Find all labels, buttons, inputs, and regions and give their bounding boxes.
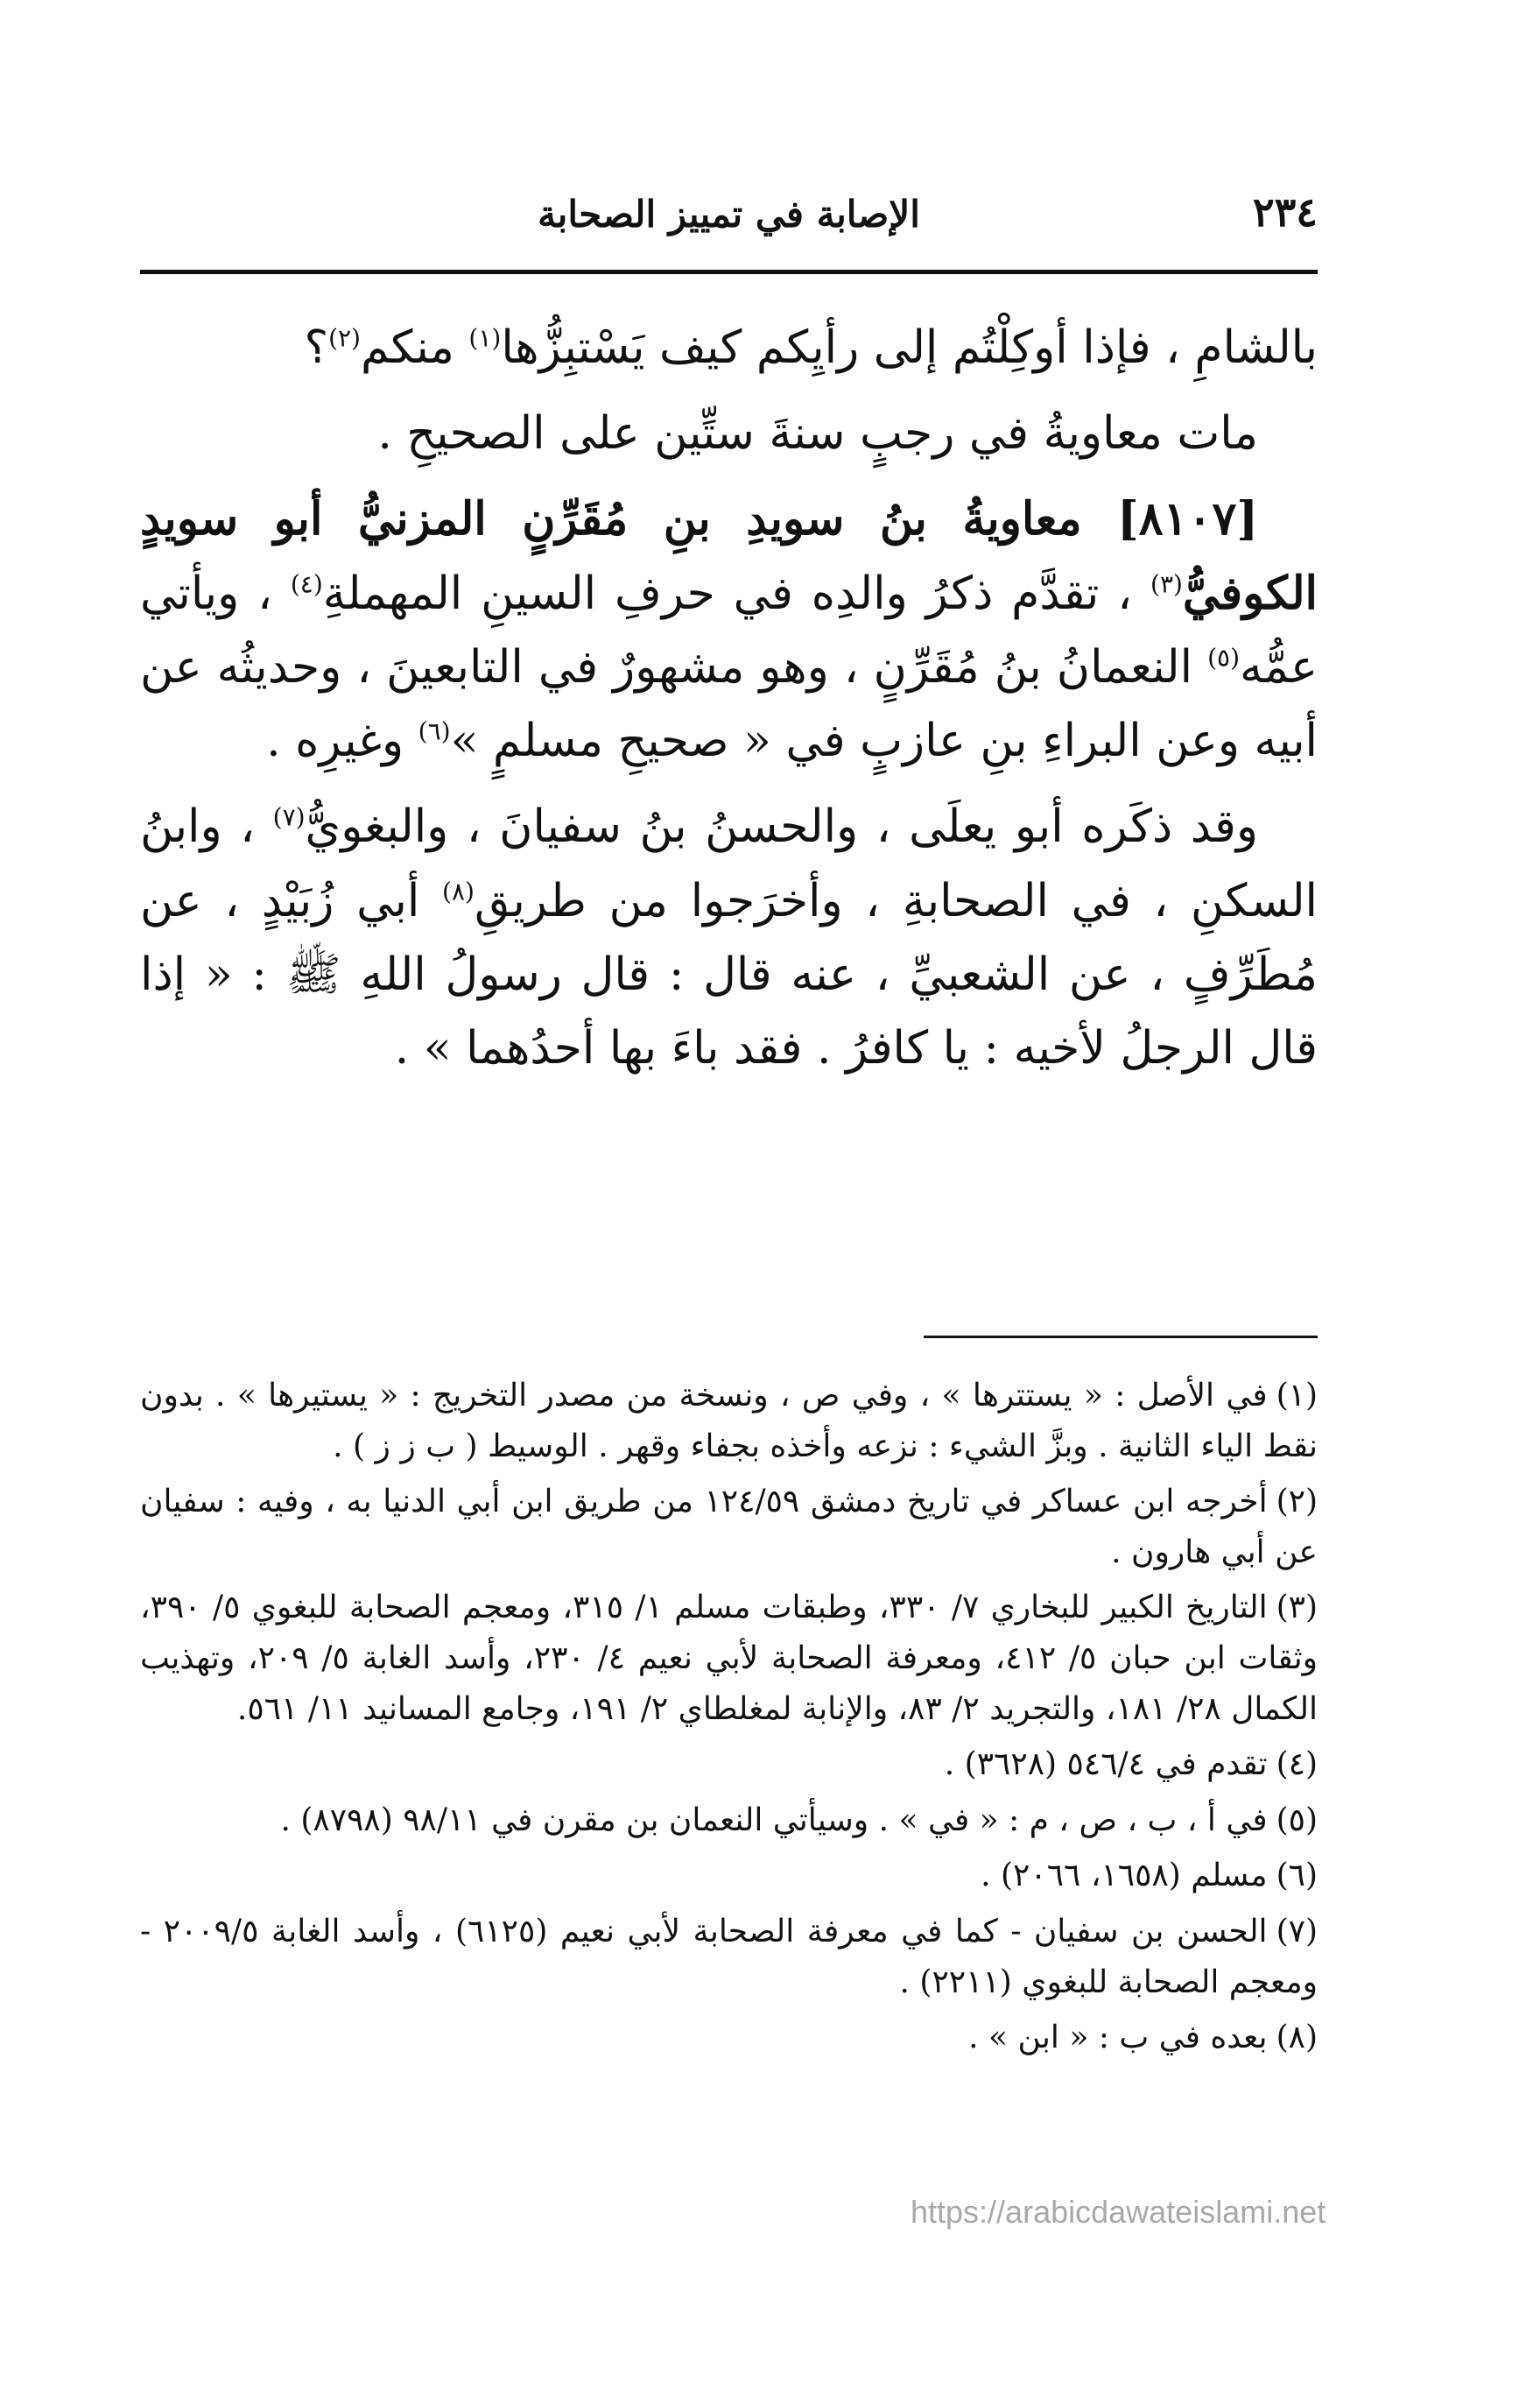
footnote-ref[interactable]: (٦) xyxy=(418,716,451,746)
footnote xyxy=(140,1371,1318,1471)
footnote xyxy=(140,1907,1318,2007)
page-number: ٢٣٤ xyxy=(1252,188,1318,236)
footnote-number: (٤) xyxy=(1276,1746,1318,1783)
footnote-text: في أ ، ب ، ص ، م : « في » . وسيأتي النعمان بن مقرن في ٩٨/١١ (٨٧٩٨) . xyxy=(280,1801,1268,1838)
paragraph-2: مات معاويةُ في رجبٍ سنةَ ستِّين على الصحيحِ . xyxy=(377,407,1258,461)
footnote-number: (٧) xyxy=(1276,1913,1318,1949)
footnote-number: (٢) xyxy=(1276,1484,1318,1520)
footnote-text: في الأصل : « يستترها » ، وفي ص ، ونسخة من مصدر التخريج : « يستيرها » . بدون نقط الياء الثانية . وبزَّ الشيء : نزعه وأخذه بجفاء وقهر . الوسيط ( ب ز ز ) . xyxy=(140,1378,1318,1464)
footnote-number: (١) xyxy=(1276,1378,1318,1414)
footnotes xyxy=(140,1371,1318,2069)
body-text xyxy=(140,311,1318,1097)
footnote-number: (٣) xyxy=(1276,1590,1318,1626)
footnote-rule xyxy=(924,1336,1318,1338)
footnote-text: الحسن بن سفيان - كما في معرفة الصحابة لأبي نعيم (٦١٢٥) ، وأسد الغابة ٢٠٠٩/٥ - ومعجم الصحابة للبغوي (٢٢١١) . xyxy=(140,1913,1318,2000)
footnote-text: التاريخ الكبير للبخاري ٧/ ٣٣٠، وطبقات مسلم ١/ ٣١٥، ومعجم الصحابة للبغوي ٥/ ٣٩٠، وثقات ابن حبان ٥/ ٤١٢، ومعرفة الصحابة لأبي نعيم ٤/ ٢٣٠، وأسد الغابة ٥/ ٢٠٩، وتهذيب الكمال ٢٨/ ١٨١، والتجريد ٢/ ٨٣، والإنابة لمغلطاي ٢/ ١٩١، وجامع المسانيد ١١/ ٥٦١. xyxy=(140,1590,1318,1727)
footnote-number: (٦) xyxy=(1276,1858,1318,1894)
footnote-number: (٨) xyxy=(1276,2020,1318,2056)
footnote-text: تقدم في ٥٤٦/٤ (٣٦٢٨) . xyxy=(944,1746,1268,1783)
footnote xyxy=(140,1851,1318,1901)
header-rule xyxy=(140,270,1318,274)
running-header xyxy=(140,188,1318,250)
footnote xyxy=(140,1795,1318,1846)
watermark-url: https://arabicdawateislami.net xyxy=(911,2194,1326,2230)
footnote xyxy=(140,1477,1318,1577)
footnote xyxy=(140,1739,1318,1790)
footnote-ref[interactable]: (١) xyxy=(468,323,502,353)
paragraph-4: وقد ذكَره أبو يعلَى ، والحسنُ بنُ سفيانَ ، والبغويُّ$^{(٧)}$ ، وابنُ السكنِ ، في الصحابةِ ، وأخرَجوا من طريقِ$^{(٨)}$ أبي زُبَيْدٍ ، عن مُطَرِّفٍ ، عن الشعبيِّ ، عنه قال : قال رسولُ اللهِ ﷺ : « إذا قال الرجلُ لأخيه : يا كافرُ . فقد باءَ بها أحدُهما » . xyxy=(140,800,1318,1075)
footnote-text: أخرجه ابن عساكر في تاريخ دمشق ١٢٤/٥٩ من طريق ابن أبي الدنيا به ، وفيه : سفيان عن أبي هارون . xyxy=(140,1484,1318,1570)
footnote-ref[interactable]: (٣) xyxy=(1150,569,1183,599)
footnote-ref[interactable]: (٨) xyxy=(442,877,475,906)
entry-heading: [٨١٠٧] معاويةُ بنُ سويدِ بنِ مُقَرِّنٍ المزنيُّ أبو سويدٍ الكوفيُّ xyxy=(140,492,1318,620)
book-title: الإصابة في تمييز الصحابة xyxy=(538,193,920,236)
footnote-ref[interactable]: (٢) xyxy=(328,323,361,353)
footnote-ref[interactable]: (٤) xyxy=(290,569,323,599)
footnote xyxy=(140,2013,1318,2063)
footnote-ref[interactable]: (٧) xyxy=(272,803,306,833)
paragraph-1: بالشامِ ، فإذا أوكِلْتُم إلى رأيِكم كيف يَسْتبِزُّها$^{(١)}$ منكم$^{(٢)}$؟ xyxy=(304,321,1318,374)
footnote-text: مسلم (١٦٥٨، ٢٠٦٦) . xyxy=(981,1858,1268,1894)
footnote-text: بعده في ب : « ابن » . xyxy=(968,2020,1268,2056)
footnote-ref[interactable]: (٥) xyxy=(1207,643,1241,673)
footnote-number: (٥) xyxy=(1276,1801,1318,1838)
paragraph-3: [٨١٠٧] معاويةُ بنُ سويدِ بنِ مُقَرِّنٍ المزنيُّ أبو سويدٍ الكوفيُّ$^{(٣)}$ ، تقدَّم ذكرُ والدِه في حرفِ السينِ المهملةِ$^{(٤)}$ ، ويأتي عمُّه$^{(٥)}$ النعمانُ بنُ مُقَرِّنٍ ، وهو مشهورٌ في التابعينَ ، وحديثُه عن أبيه وعن البراءِ بنِ عازبٍ في « صحيحِ مسلمٍ »$^{(٦)}$ وغيرِه . xyxy=(140,492,1318,768)
footnote xyxy=(140,1583,1318,1734)
